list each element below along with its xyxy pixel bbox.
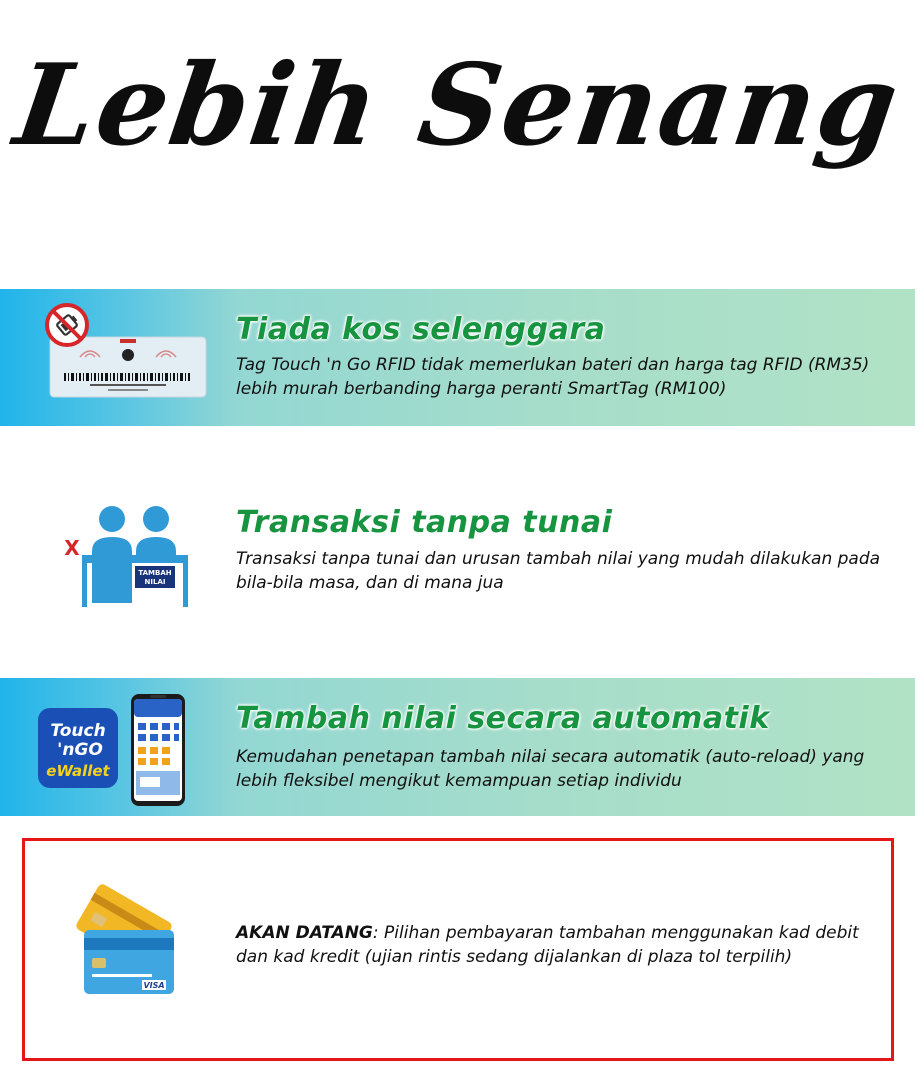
ewallet-logo-ewallet: eWallet [46, 762, 110, 780]
phone-app-icon [130, 693, 186, 807]
counter-staff-icon [66, 503, 192, 607]
coming-soon-description: : Pilihan pembayaran tambahan menggunakan kad debit dan kad kredit (ujian rintis sedang dijalankan di plaza tol terpilih) [236, 923, 859, 967]
tambah-label: TAMBAH [138, 569, 172, 577]
ewallet-logo [38, 708, 118, 788]
coming-soon-label: AKAN DATANG [236, 923, 373, 943]
credit-cards-icon [66, 884, 180, 1000]
benefit-heading-maintenance: Tiada kos selenggara [236, 312, 606, 347]
visa-label: VISA [143, 981, 165, 990]
page-title: Lebih Senang [7, 40, 908, 171]
no-battery-icon [44, 302, 90, 348]
benefit-description-auto-reload: Kemudahan penetapan tambah nilai secara automatik (auto-reload) yang lebih fleksibel mengikut kemampuan setiap individu [236, 747, 865, 791]
ewallet-logo-ngo: 'nGO [57, 740, 103, 760]
ewallet-logo-touch: Touch [50, 721, 106, 741]
benefit-description-maintenance: Tag Touch 'n Go RFID tidak memerlukan bateri dan harga tag RFID (RM35) lebih murah berbanding harga peranti SmartTag (RM100) [236, 355, 870, 399]
benefit-heading-auto-reload: Tambah nilai secara automatik [236, 701, 770, 736]
benefit-heading-cashless: Transaksi tanpa tunai [236, 505, 613, 540]
benefit-description-cashless: Transaksi tanpa tunai dan urusan tambah nilai yang mudah dilakukan pada bila-bila masa, dan di mana jua [236, 549, 881, 593]
coming-soon-text [236, 921, 882, 969]
nilai-label: NILAI [144, 578, 166, 586]
x-mark: X [64, 536, 80, 560]
